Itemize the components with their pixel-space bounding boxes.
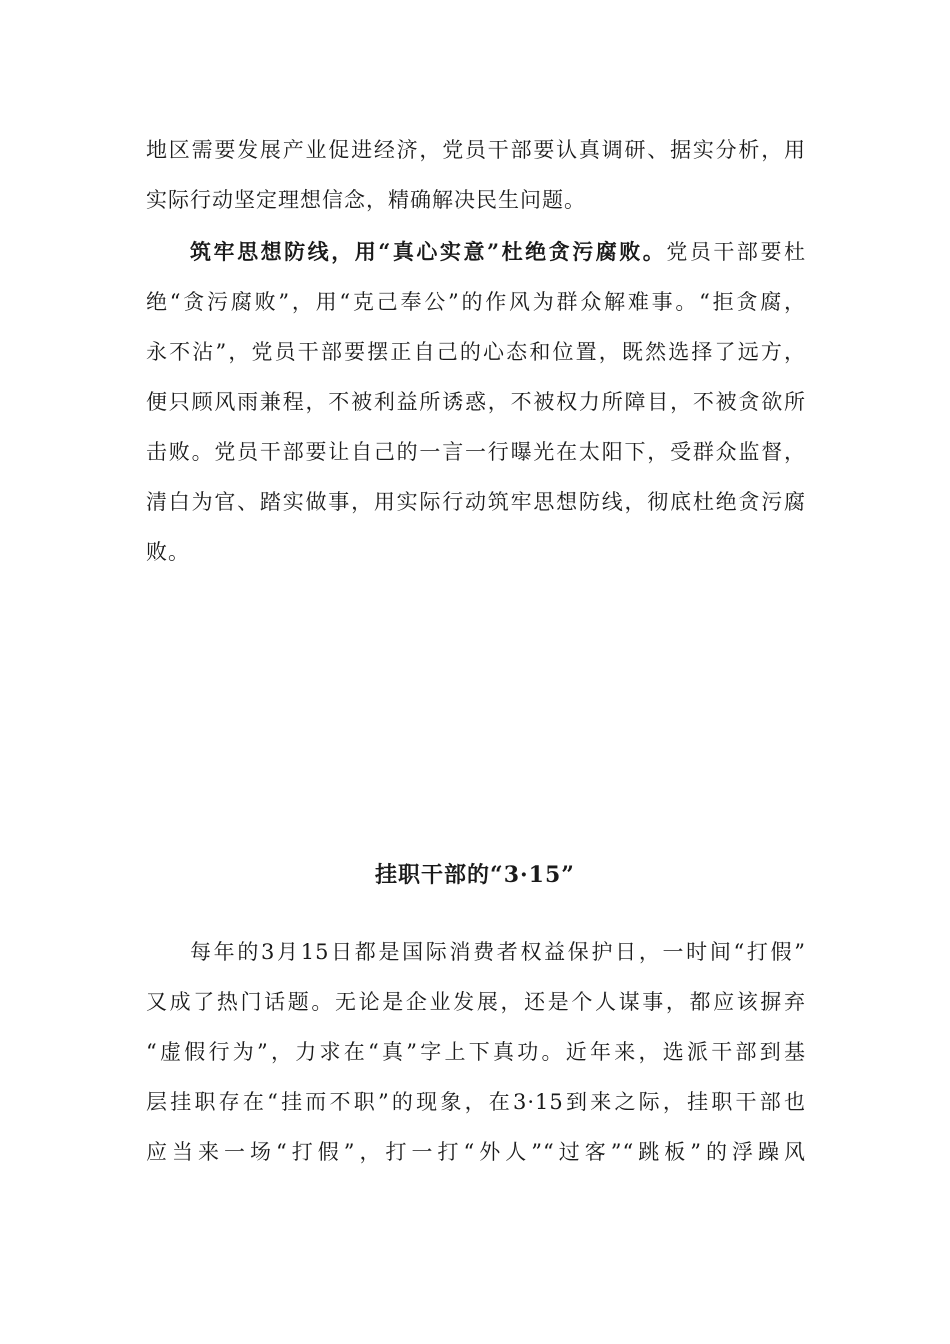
text-line: 实际行动坚定理想信念，精确解决民生问题。	[146, 188, 586, 212]
paragraph-heading: 筑牢思想防线，用“真心实意”杜绝贪污腐败。	[190, 239, 667, 264]
text-line: 击败。党员干部要让自己的一言一行曝光在太阳下，受群众监督，	[146, 440, 806, 464]
text-line: 又成了热门话题。无论是企业发展，还是个人谋事，都应该摒弃	[146, 990, 806, 1014]
text-line: 败。	[146, 540, 190, 564]
text-line: “虚假行为”，力求在“真”字上下真功。近年来，选派干部到基	[146, 1040, 806, 1064]
text-line: 永不沾”，党员干部要摆正自己的心态和位置，既然选择了远方，	[146, 340, 806, 364]
article-title: 挂职干部的“3·15”	[375, 862, 575, 888]
paragraph-continuation	[146, 125, 806, 225]
text-line: 地区需要发展产业促进经济，党员干部要认真调研、据实分析，用	[146, 138, 806, 162]
text-run: 党员干部要杜	[666, 240, 806, 264]
text-line: 应当来一场“打假”，打一打“外人”“过客”“跳板”的浮躁风	[146, 1140, 806, 1164]
text-line: 清白为官、踏实做事，用实际行动筑牢思想防线，彻底杜绝贪污腐	[146, 490, 806, 514]
paragraph-intro	[146, 927, 806, 1177]
text-line: 绝“贪污腐败”，用“克己奉公”的作风为群众解难事。“拒贪腐，	[146, 290, 806, 314]
text-line: 层挂职存在“挂而不职”的现象，在3·15到来之际，挂职干部也	[146, 1090, 806, 1114]
text-line: 每年的3月15日都是国际消费者权益保护日，一时间“打假”	[190, 940, 806, 964]
text-line	[146, 227, 806, 277]
paragraph-anti-corruption	[146, 227, 806, 577]
text-line: 便只顾风雨兼程，不被利益所诱惑，不被权力所障目，不被贪欲所	[146, 390, 806, 414]
